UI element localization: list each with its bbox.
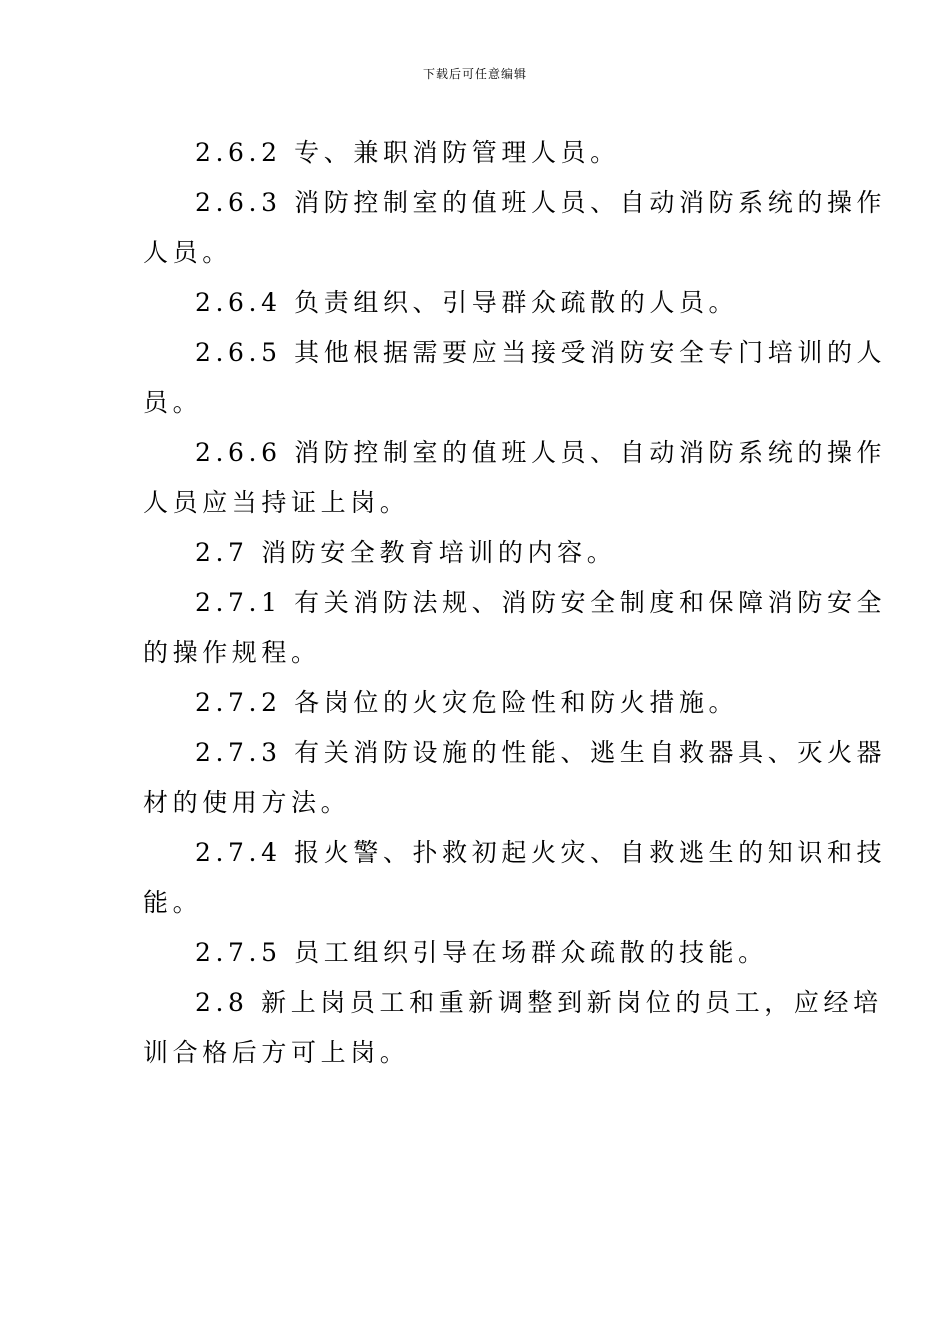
paragraph-2-6-4 [143, 278, 783, 328]
paragraph-line: 2.8 新上岗员工和重新调整到新岗位的员工，应经培 [195, 988, 883, 1017]
paragraph-line: 能。 [143, 888, 203, 917]
paragraph-line: 2.6.5 其他根据需要应当接受消防安全专门培训的人 [195, 338, 887, 367]
paragraph-2-7 [143, 528, 783, 578]
paragraph-line: 2.6.4 负责组织、引导群众疏散的人员。 [195, 288, 739, 317]
document-body [143, 128, 887, 1078]
paragraph-2-6-3 [143, 178, 887, 278]
paragraph-line: 2.7.4 报火警、扑救初起火灾、自救逃生的知识和技 [195, 838, 887, 867]
paragraph-2-7-5 [143, 928, 783, 978]
paragraph-line: 2.7.1 有关消防法规、消防安全制度和保障消防安全 [195, 588, 887, 617]
paragraph-2-6-5 [143, 328, 887, 428]
paragraph-2-7-4 [143, 828, 887, 928]
paragraph-line: 材的使用方法。 [143, 788, 351, 817]
paragraph-line: 2.7.2 各岗位的火灾危险性和防火措施。 [195, 688, 739, 717]
paragraph-2-7-3 [143, 728, 887, 828]
paragraph-line: 2.7.3 有关消防设施的性能、逃生自救器具、灭火器 [195, 738, 887, 767]
paragraph-line: 2.6.3 消防控制室的值班人员、自动消防系统的操作 [195, 188, 887, 217]
paragraph-2-7-1 [143, 578, 887, 678]
paragraph-2-6-6 [143, 428, 887, 528]
paragraph-line: 2.7 消防安全教育培训的内容。 [195, 538, 617, 567]
paragraph-2-8 [143, 978, 883, 1078]
paragraph-2-7-2 [143, 678, 783, 728]
paragraph-line: 人员。 [143, 238, 232, 267]
paragraph-line: 的操作规程。 [143, 638, 321, 667]
paragraph-line: 人员应当持证上岗。 [143, 488, 410, 517]
page-header [0, 66, 950, 82]
paragraph-line: 2.6.6 消防控制室的值班人员、自动消防系统的操作 [195, 438, 887, 467]
paragraph-2-6-2 [143, 128, 783, 178]
paragraph-line: 2.6.2 专、兼职消防管理人员。 [195, 138, 620, 167]
header-text: 下载后可任意编辑 [422, 67, 527, 81]
paragraph-line: 员。 [143, 388, 203, 417]
paragraph-line: 2.7.5 员工组织引导在场群众疏散的技能。 [195, 938, 768, 967]
paragraph-line: 训合格后方可上岗。 [143, 1038, 410, 1067]
